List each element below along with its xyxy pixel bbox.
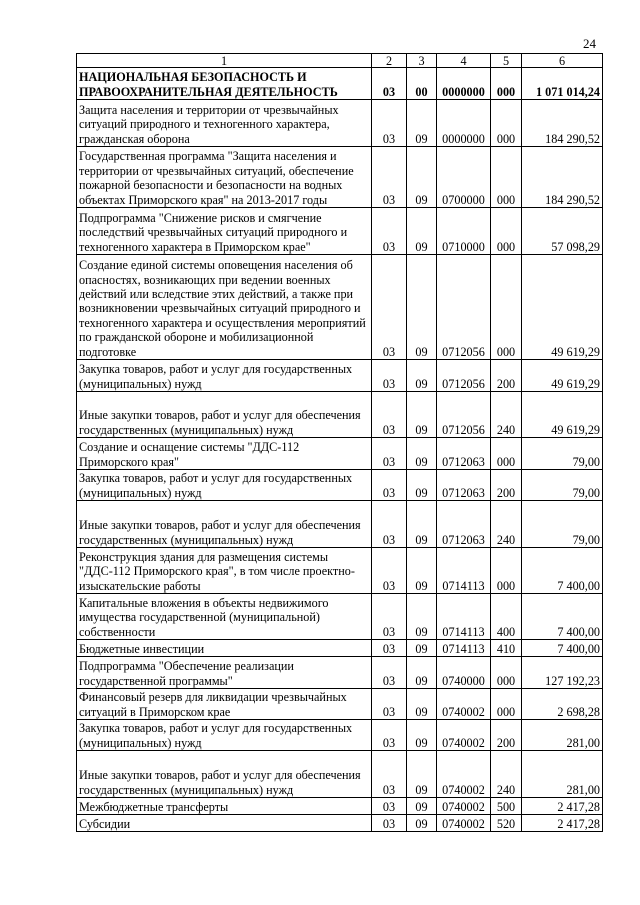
table-row	[77, 255, 603, 360]
row-amount: 49 619,29	[522, 392, 603, 438]
row-expense-type-code: 000	[491, 100, 522, 147]
row-name: Бюджетные инвестиции	[77, 640, 372, 657]
column-header: 6	[522, 54, 603, 68]
row-section-code: 03	[372, 360, 407, 392]
row-expense-type-code: 000	[491, 255, 522, 360]
row-name: Иные закупки товаров, работ и услуг для обеспечения государственных (муниципальных) нужд	[77, 392, 372, 438]
row-amount: 2 698,28	[522, 689, 603, 720]
row-name: Государственная программа "Защита населения и территории от чрезвычайных ситуаций, обеспечение пожарной безопасности и безопасности на водных объектах Приморского края" на 2013-2017 годы	[77, 147, 372, 208]
column-header: 3	[407, 54, 437, 68]
row-expense-type-code: 000	[491, 657, 522, 689]
column-header: 2	[372, 54, 407, 68]
row-section-code: 03	[372, 751, 407, 798]
row-amount: 1 071 014,24	[522, 68, 603, 100]
row-subsection-code: 09	[407, 470, 437, 501]
row-target-code: 0714113	[437, 640, 491, 657]
row-expense-type-code: 000	[491, 689, 522, 720]
row-section-code: 03	[372, 640, 407, 657]
table-row	[77, 815, 603, 832]
table-row	[77, 501, 603, 548]
row-target-code: 0000000	[437, 100, 491, 147]
row-amount: 7 400,00	[522, 548, 603, 594]
table-header-row	[77, 54, 603, 68]
row-name: Защита населения и территории от чрезвычайных ситуаций природного и техногенного характера, гражданская оборона	[77, 100, 372, 147]
row-section-code: 03	[372, 815, 407, 832]
row-section-code: 03	[372, 68, 407, 100]
row-expense-type-code: 240	[491, 751, 522, 798]
row-subsection-code: 09	[407, 392, 437, 438]
row-target-code: 0712056	[437, 255, 491, 360]
row-subsection-code: 09	[407, 720, 437, 751]
row-amount: 49 619,29	[522, 360, 603, 392]
row-name: Создание и оснащение системы "ДДС-112 Приморского края"	[77, 438, 372, 470]
row-subsection-code: 09	[407, 798, 437, 815]
row-section-code: 03	[372, 255, 407, 360]
table-row	[77, 548, 603, 594]
row-section-code: 03	[372, 594, 407, 640]
row-section-code: 03	[372, 720, 407, 751]
table-row	[77, 68, 603, 100]
row-name: Закупка товаров, работ и услуг для государственных (муниципальных) нужд	[77, 360, 372, 392]
row-expense-type-code: 000	[491, 438, 522, 470]
row-expense-type-code: 200	[491, 360, 522, 392]
page-number: 24	[583, 36, 596, 51]
row-target-code: 0700000	[437, 147, 491, 208]
row-name: Подпрограмма "Обеспечение реализации государственной программы"	[77, 657, 372, 689]
row-section-code: 03	[372, 689, 407, 720]
row-subsection-code: 09	[407, 594, 437, 640]
row-target-code: 0740002	[437, 798, 491, 815]
row-subsection-code: 09	[407, 208, 437, 255]
row-section-code: 03	[372, 470, 407, 501]
row-amount: 49 619,29	[522, 255, 603, 360]
table-row	[77, 720, 603, 751]
row-target-code: 0740002	[437, 689, 491, 720]
row-subsection-code: 09	[407, 657, 437, 689]
row-target-code: 0712063	[437, 501, 491, 548]
row-expense-type-code: 000	[491, 548, 522, 594]
row-target-code: 0714113	[437, 594, 491, 640]
row-target-code: 0740002	[437, 720, 491, 751]
row-expense-type-code: 240	[491, 501, 522, 548]
row-name: Иные закупки товаров, работ и услуг для обеспечения государственных (муниципальных) нужд	[77, 501, 372, 548]
table-row	[77, 689, 603, 720]
table-row	[77, 657, 603, 689]
row-section-code: 03	[372, 657, 407, 689]
row-expense-type-code: 400	[491, 594, 522, 640]
row-amount: 79,00	[522, 501, 603, 548]
row-subsection-code: 09	[407, 438, 437, 470]
row-subsection-code: 00	[407, 68, 437, 100]
row-name: Межбюджетные трансферты	[77, 798, 372, 815]
row-target-code: 0740002	[437, 751, 491, 798]
row-amount: 184 290,52	[522, 147, 603, 208]
row-subsection-code: 09	[407, 501, 437, 548]
table-row	[77, 438, 603, 470]
table-row	[77, 751, 603, 798]
row-amount: 79,00	[522, 438, 603, 470]
row-subsection-code: 09	[407, 548, 437, 594]
row-section-code: 03	[372, 208, 407, 255]
row-target-code: 0712056	[437, 392, 491, 438]
row-subsection-code: 09	[407, 147, 437, 208]
row-section-code: 03	[372, 147, 407, 208]
row-section-code: 03	[372, 392, 407, 438]
row-expense-type-code: 240	[491, 392, 522, 438]
row-expense-type-code: 200	[491, 720, 522, 751]
row-expense-type-code: 520	[491, 815, 522, 832]
row-amount: 281,00	[522, 720, 603, 751]
row-target-code: 0712056	[437, 360, 491, 392]
row-name: Создание единой системы оповещения населения об опасностях, возникающих при ведении военных действий или вследствие этих действий, а также при возникновении чрезвычайных ситуаций природного и техногенного характера и осуществления мероприятий по гражданской обороне и мобилизационной подготовке	[77, 255, 372, 360]
table-row	[77, 392, 603, 438]
row-section-code: 03	[372, 798, 407, 815]
table-row	[77, 208, 603, 255]
row-name: Закупка товаров, работ и услуг для государственных (муниципальных) нужд	[77, 720, 372, 751]
row-section-code: 03	[372, 548, 407, 594]
row-expense-type-code: 000	[491, 147, 522, 208]
row-target-code: 0740000	[437, 657, 491, 689]
row-name: Подпрограмма "Снижение рисков и смягчение последствий чрезвычайных ситуаций природного и техногенного характера в Приморском крае"	[77, 208, 372, 255]
row-section-code: 03	[372, 438, 407, 470]
row-subsection-code: 09	[407, 255, 437, 360]
row-name: Закупка товаров, работ и услуг для государственных (муниципальных) нужд	[77, 470, 372, 501]
row-name: НАЦИОНАЛЬНАЯ БЕЗОПАСНОСТЬ И ПРАВООХРАНИТЕЛЬНАЯ ДЕЯТЕЛЬНОСТЬ	[77, 68, 372, 100]
column-header: 1	[77, 54, 372, 68]
table-row	[77, 640, 603, 657]
row-amount: 127 192,23	[522, 657, 603, 689]
row-expense-type-code: 500	[491, 798, 522, 815]
row-amount: 7 400,00	[522, 640, 603, 657]
row-subsection-code: 09	[407, 815, 437, 832]
row-subsection-code: 09	[407, 100, 437, 147]
row-amount: 184 290,52	[522, 100, 603, 147]
row-amount: 2 417,28	[522, 815, 603, 832]
table-row	[77, 360, 603, 392]
row-name: Капитальные вложения в объекты недвижимого имущества государственной (муниципальной) собственности	[77, 594, 372, 640]
table-row	[77, 798, 603, 815]
row-section-code: 03	[372, 100, 407, 147]
row-amount: 57 098,29	[522, 208, 603, 255]
row-section-code: 03	[372, 501, 407, 548]
column-header: 4	[437, 54, 491, 68]
table-row	[77, 470, 603, 501]
row-target-code: 0710000	[437, 208, 491, 255]
row-amount: 79,00	[522, 470, 603, 501]
row-subsection-code: 09	[407, 751, 437, 798]
row-name: Реконструкция здания для размещения системы "ДДС-112 Приморского края", в том числе проектно-изыскательские работы	[77, 548, 372, 594]
row-amount: 2 417,28	[522, 798, 603, 815]
row-amount: 7 400,00	[522, 594, 603, 640]
row-name: Финансовый резерв для ликвидации чрезвычайных ситуаций в Приморском крае	[77, 689, 372, 720]
column-header: 5	[491, 54, 522, 68]
row-target-code: 0714113	[437, 548, 491, 594]
row-target-code: 0740002	[437, 815, 491, 832]
row-expense-type-code: 000	[491, 68, 522, 100]
row-name: Субсидии	[77, 815, 372, 832]
row-amount: 281,00	[522, 751, 603, 798]
table-row	[77, 594, 603, 640]
table-row	[77, 147, 603, 208]
row-name: Иные закупки товаров, работ и услуг для обеспечения государственных (муниципальных) нужд	[77, 751, 372, 798]
row-expense-type-code: 200	[491, 470, 522, 501]
budget-table	[76, 53, 603, 832]
row-expense-type-code: 000	[491, 208, 522, 255]
row-subsection-code: 09	[407, 689, 437, 720]
table-row	[77, 100, 603, 147]
row-subsection-code: 09	[407, 640, 437, 657]
row-expense-type-code: 410	[491, 640, 522, 657]
row-subsection-code: 09	[407, 360, 437, 392]
row-target-code: 0712063	[437, 470, 491, 501]
row-target-code: 0000000	[437, 68, 491, 100]
row-target-code: 0712063	[437, 438, 491, 470]
